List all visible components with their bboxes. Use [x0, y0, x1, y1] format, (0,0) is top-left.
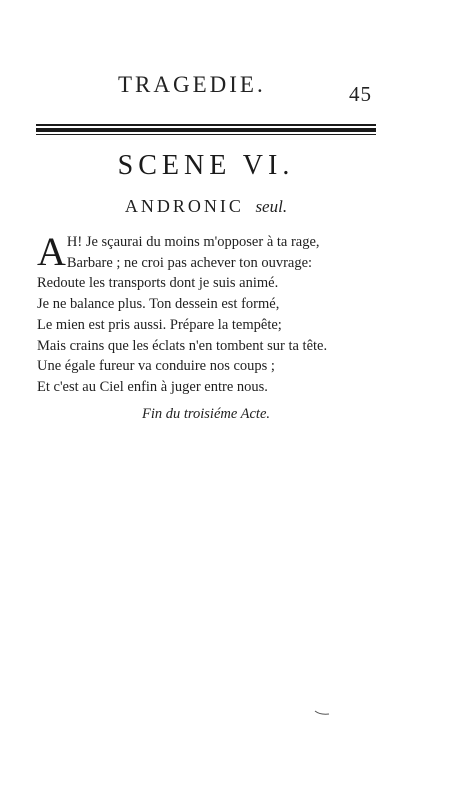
header-rule-thick: [36, 128, 376, 132]
verse-line: Mais crains que les éclats n'en tombent sur ta tête.: [37, 337, 328, 354]
speaker-name: ANDRONIC: [124, 196, 244, 216]
running-head: TRAGEDIE.: [118, 72, 266, 97]
verse-line: Redoute les transports dont je suis animé.: [37, 275, 279, 292]
verse-line: Une égale fureur va conduire nos coups ;: [37, 358, 275, 375]
verse-line: H! Je sçaurai du moins m'opposer à ta rage,: [66, 234, 320, 250]
verse-line: Barbare ; ne croi pas achever ton ouvrage:: [66, 254, 313, 271]
speaker-heading: [0, 196, 412, 217]
verse-block: [37, 229, 377, 398]
header-rule-top: [36, 124, 376, 126]
act-end-note: Fin du troisiéme Acte.: [141, 406, 271, 422]
drop-cap: A: [37, 229, 66, 274]
scene-title: SCENE VI.: [117, 150, 295, 181]
stage-direction: seul.: [255, 197, 288, 216]
ink-mark-icon: [314, 710, 330, 716]
verse-line: Et c'est au Ciel enfin à juger entre nous.: [37, 378, 268, 395]
verse-line: Le mien est pris aussi. Prépare la tempête;: [37, 316, 282, 333]
verse-line: Je ne balance plus. Ton dessein est formé,: [37, 296, 280, 313]
page-number: 45: [349, 82, 372, 106]
header-rule-bottom: [36, 134, 376, 135]
